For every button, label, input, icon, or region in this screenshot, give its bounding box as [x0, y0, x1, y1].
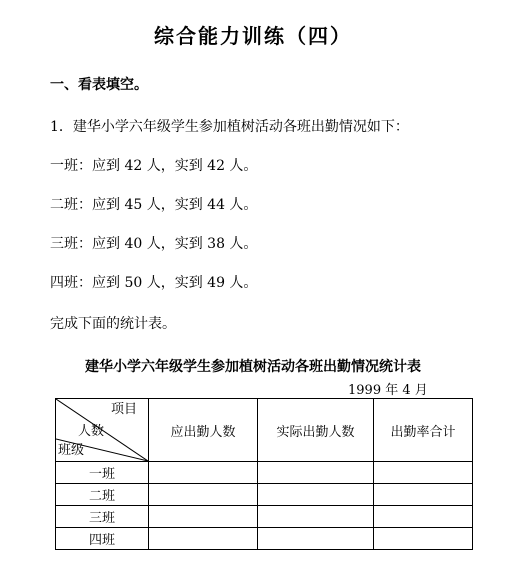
table-row	[56, 506, 473, 528]
table-cell	[149, 528, 258, 550]
row-label: 二班	[56, 484, 149, 506]
class-info-1: 一班：应到 42 人，实到 42 人。	[50, 158, 258, 174]
table-cell	[149, 462, 258, 484]
class-info-4: 四班：应到 50 人，实到 49 人。	[50, 275, 258, 291]
table-cell	[374, 484, 473, 506]
table-date: 1999 年 4 月	[348, 383, 428, 398]
statistics-table	[55, 398, 473, 550]
question-text: 1．建华小学六年级学生参加植树活动各班出勤情况如下：	[50, 119, 409, 135]
table-cell	[374, 462, 473, 484]
row-label: 一班	[56, 462, 149, 484]
table-row	[56, 462, 473, 484]
corner-label-people: 人数	[78, 424, 105, 439]
corner-label-class: 班级	[58, 443, 85, 458]
page-title: 综合能力训练（四）	[154, 24, 352, 48]
diagonal-header-cell	[56, 399, 149, 462]
table-cell	[258, 462, 374, 484]
table-cell	[149, 484, 258, 506]
row-label: 四班	[56, 528, 149, 550]
table-cell	[258, 506, 374, 528]
class-info-2: 二班：应到 45 人，实到 44 人。	[50, 197, 258, 213]
table-header-row	[56, 399, 473, 462]
table-cell	[258, 484, 374, 506]
table-row	[56, 484, 473, 506]
column-header: 出勤率合计	[374, 399, 473, 462]
column-header: 应出勤人数	[149, 399, 258, 462]
table-title: 建华小学六年级学生参加植树活动各班出勤情况统计表	[85, 359, 421, 375]
table-cell	[374, 506, 473, 528]
table-cell	[374, 528, 473, 550]
class-info-3: 三班：应到 40 人，实到 38 人。	[50, 236, 258, 252]
corner-label-project: 项目	[111, 402, 138, 417]
table-cell	[149, 506, 258, 528]
table-cell	[258, 528, 374, 550]
table-row	[56, 528, 473, 550]
row-label: 三班	[56, 506, 149, 528]
instruction-text: 完成下面的统计表。	[50, 316, 176, 332]
column-header: 实际出勤人数	[258, 399, 374, 462]
section-heading: 一、看表填空。	[50, 77, 148, 93]
